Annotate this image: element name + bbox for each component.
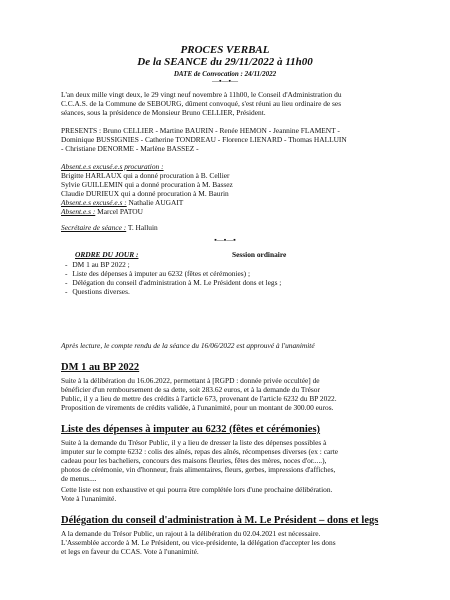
agenda-label: ORDRE DU JOUR : — [75, 250, 139, 259]
section-1-line: Public, il y a lieu de mettre des crédits à l'article 673, provenant de l'article 6232 du BP 2022. — [61, 394, 337, 403]
secretary-label: Secrétaire de séance : — [61, 223, 127, 232]
presents-line-2: Dominique BUSSIGNIES - Catherine TONDREAU - Florence LIENARD - Thomas HALLUIN — [61, 135, 347, 144]
section-2-line: imputer sur le compte 6232 : colis des aînés, repas des aînés, récompenses diverses (ex : carte — [61, 447, 339, 456]
section-3-line: A la demande du Trésor Public, un rajout à la délibération du 02.04.2021 est nécessaire. — [61, 529, 321, 538]
agenda-item: - DM 1 au BP 2022 ; — [65, 260, 281, 269]
presents-line-3: - Christiane DENORME - Marlène BASSEZ - — [61, 144, 199, 153]
excuses-line — [61, 198, 183, 207]
middle-ornament: ▪—▪—▪ — [214, 236, 236, 244]
absent-line — [61, 207, 143, 216]
excuses-label: Absent.e.s excusé.e.s : — [61, 198, 127, 207]
session-subtitle: De la SEANCE du 29/11/2022 à 11h00 — [137, 56, 313, 68]
section-1-line: Proposition de virements de crédits validée, à l'unanimité, pour un montant de 300.00 euros. — [61, 403, 334, 412]
section-heading-delegation: Délégation du conseil d'administration à M. Le Président – dons et legs — [61, 515, 379, 526]
intro-line-1: L'an deux mille vingt deux, le 29 vingt neuf novembre à 11h00, le Conseil d'Administration du — [61, 90, 342, 99]
secretary-value: T. Halluin — [126, 223, 158, 232]
document-title: PROCES VERBAL — [180, 44, 270, 56]
agenda-item: - Questions diverses. — [65, 287, 281, 296]
section-2-line: Cette liste est non exhaustive et qui pourra être complétée lors d'une prochaine délibération. — [61, 485, 333, 494]
absent-value: Marcel PATOU — [95, 207, 143, 216]
convocation-date: DATE de Convocation : 24/11/2022 — [173, 70, 277, 78]
procuration-line-1: Brigitte HARLAUX qui a donné procuration à B. Cellier — [61, 171, 230, 180]
excuses-value: Nathalie AUGAIT — [126, 198, 184, 207]
section-1-line: bénéficier d'un remboursement de sa dette, soit 283.62 euros, et à la demande du Trésor — [61, 385, 320, 394]
section-2-line: cadeau pour les bacheliers, concours des maisons fleuries, fêtes des mères, noces d'or.....), — [61, 456, 327, 465]
procuration-line-2: Sylvie GUILLEMIN qui a donné procuration à M. Bassez — [61, 180, 233, 189]
presents-line-1: PRESENTS : Bruno CELLIER - Martine BAURIN - Renée HEMON - Jeannine FLAMENT - — [61, 126, 340, 135]
absents-heading: Absent.e.s excusé.e.s procuration : — [61, 162, 164, 171]
section-2-line: Suite à la demande du Trésor Public, il y a lieu de dresser la liste des dépenses possibles à — [61, 438, 327, 447]
section-2-line: Vote à l'unanimité. — [61, 494, 117, 503]
approval-statement: Après lecture, le compte rendu de la séance du 16/06/2022 est approuvé à l'unanimité — [61, 341, 315, 350]
section-heading-depenses: Liste des dépenses à imputer au 6232 (fêtes et cérémonies) — [61, 424, 321, 435]
procuration-line-3: Claudie DURIEUX qui a donné procuration à M. Baurin — [61, 189, 229, 198]
session-type: Session ordinaire — [232, 250, 287, 259]
header-ornament: —▪—▪— — [212, 77, 238, 85]
agenda-item: - Liste des dépenses à imputer au 6232 (fêtes et cérémonies) ; — [65, 269, 281, 278]
agenda-item: - Délégation du conseil d'administration à M. Le Président dons et legs ; — [65, 278, 281, 287]
absent-label: Absent.e.s : — [61, 207, 96, 216]
section-3-line: L'Assemblée accorde à M. Le Président, ou vice-présidente, la délégation d'accepter les dons — [61, 538, 336, 547]
section-heading-dm1: DM 1 au BP 2022 — [61, 362, 140, 373]
section-2-line: photos de cérémonie, vin d'honneur, frais alimentaires, fleurs, gerbes, impressions d'affiches, — [61, 465, 336, 474]
section-1-line: Suite à la délibération du 16.06.2022, permettant à [RGPD : donnée privée occultée] de — [61, 376, 320, 385]
intro-line-3: séances, sous la présidence de Monsieur Bruno CELLIER, Président. — [61, 108, 266, 117]
section-3-line: et legs en faveur du CCAS. Vote à l'unanimité. — [61, 547, 199, 556]
section-2-line: de menus.... — [61, 474, 97, 483]
secretary-line — [61, 223, 158, 232]
intro-line-2: C.C.A.S. de la Commune de SEBOURG, dûment convoqué, s'est réuni au lieu ordinaire de ses — [61, 99, 342, 108]
agenda-list — [65, 260, 281, 296]
